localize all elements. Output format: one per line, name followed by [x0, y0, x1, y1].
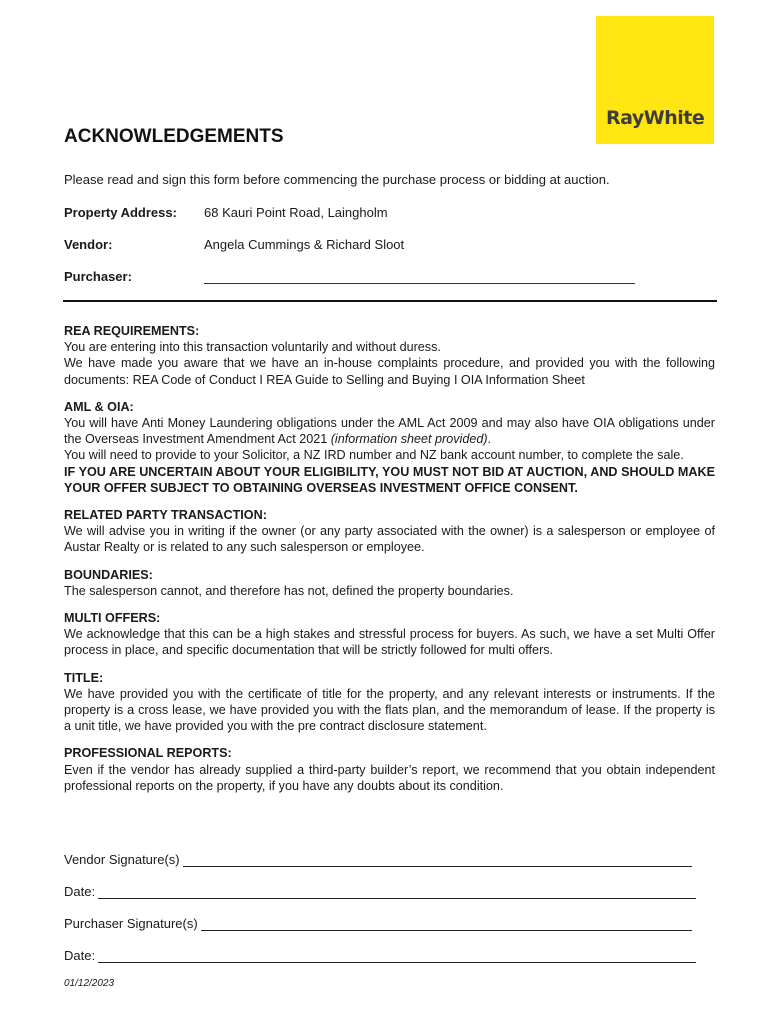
date-label-2: Date: — [64, 948, 96, 963]
aml-heading: AML & OIA: — [64, 399, 134, 414]
date-row-1 — [64, 884, 696, 899]
date-label-1: Date: — [64, 884, 96, 899]
professional-reports-heading: PROFESSIONAL REPORTS: — [64, 746, 232, 761]
title-text: We have provided you with the certificate of title for the property, and any relevant interests or instruments. If the property is a cross lease, we have provided you with the flats plan, and the memorandum of lease. If the property is a unit title, we have provided you with the pre contract disclosure statement. — [64, 686, 715, 734]
rea-text-2: We have made you aware that we have an in-house complaints procedure, and provided you with the following documents: REA Code of Conduct I REA Guide to Selling and Buying I OIA Information Sheet — [64, 356, 715, 387]
date-row-2 — [64, 948, 696, 963]
related-party-heading: RELATED PARTY TRANSACTION: — [64, 508, 267, 523]
logo-text: RayWhite — [606, 107, 705, 129]
boundaries-heading: BOUNDARIES: — [64, 567, 153, 582]
vendor-signature-line[interactable] — [183, 853, 692, 867]
aml-info-sheet-note: (information sheet provided) — [330, 432, 488, 447]
multi-offers-text: We acknowledge that this can be a high stakes and stressful process for buyers. As such, we have a set Multi Offer process in place, and specific documentation that will be strictly followed for multi offers. — [64, 627, 715, 658]
intro-text: Please read and sign this form before commencing the purchase process or bidding at auction. — [64, 172, 610, 187]
multi-offers-section — [64, 610, 715, 659]
purchaser-label: Purchaser: — [64, 269, 132, 284]
purchaser-signature-line[interactable] — [201, 917, 692, 931]
aml-section — [64, 399, 715, 496]
purchaser-signature-row — [64, 916, 692, 931]
property-address-value: 68 Kauri Point Road, Laingholm — [204, 205, 388, 220]
aml-text-1-end: . — [487, 432, 492, 447]
aml-warning: IF YOU ARE UNCERTAIN ABOUT YOUR ELIGIBILITY, YOU MUST NOT BID AT AUCTION, AND SHOULD MAKE YOUR OFFER SUBJECT TO OBTAINING OVERSEAS INVESTMENT OFFICE CONSENT. — [64, 464, 715, 495]
rea-section — [64, 323, 715, 388]
rea-text-1: You are entering into this transaction voluntarily and without duress. — [64, 340, 441, 355]
professional-reports-section — [64, 745, 715, 794]
purchaser-input-line[interactable] — [204, 283, 635, 284]
date-line-2[interactable] — [98, 949, 696, 963]
professional-reports-text: Even if the vendor has already supplied a third-party builder’s report, we recommend that you obtain independent professional reports on the property, if you have any doubts about its condition. — [64, 762, 715, 793]
vendor-signature-label: Vendor Signature(s) — [64, 852, 180, 867]
header-divider — [63, 300, 717, 302]
aml-text-1-main: You will have Anti Money Laundering obligations under the AML Act 2009 and may also have OIA obligations under the Overseas Investment Amendment Act 2021 — [64, 416, 715, 447]
boundaries-text: The salesperson cannot, and therefore has not, defined the property boundaries. — [64, 583, 514, 598]
property-address-label: Property Address: — [64, 205, 177, 220]
related-party-section — [64, 507, 715, 556]
aml-text-1 — [64, 415, 715, 447]
vendor-value: Angela Cummings & Richard Sloot — [204, 237, 405, 252]
aml-text-2: You will need to provide to your Solicitor, a NZ IRD number and NZ bank account number, to complete the sale. — [64, 448, 684, 463]
page-title: ACKNOWLEDGEMENTS — [64, 126, 284, 147]
requirements-sections — [64, 323, 715, 805]
title-heading: TITLE: — [64, 670, 104, 685]
vendor-signature-row — [64, 852, 692, 867]
boundaries-section — [64, 567, 715, 599]
footer-date: 01/12/2023 — [64, 978, 115, 989]
vendor-label: Vendor: — [64, 237, 113, 252]
purchaser-signature-label: Purchaser Signature(s) — [64, 916, 198, 931]
related-party-text: We will advise you in writing if the owner (or any party associated with the owner) is a salesperson or employee of Austar Realty or is related to any such salesperson or employee. — [64, 524, 715, 555]
title-section — [64, 670, 715, 735]
rea-heading: REA REQUIREMENTS: — [64, 324, 200, 338]
multi-offers-heading: MULTI OFFERS: — [64, 611, 161, 626]
ray-white-logo — [596, 16, 714, 144]
date-line-1[interactable] — [98, 885, 696, 899]
